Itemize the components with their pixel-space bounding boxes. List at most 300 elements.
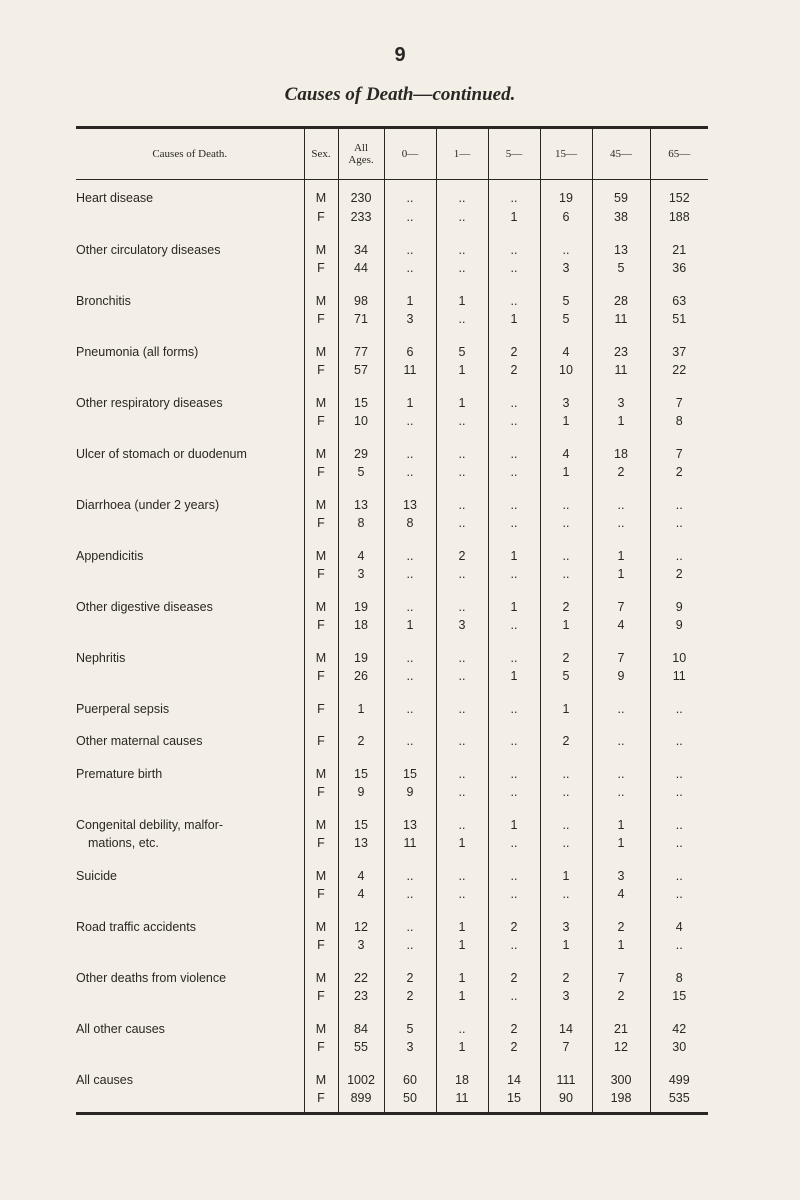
cell-all: 5 bbox=[338, 463, 384, 482]
cell-all: 22 bbox=[338, 969, 384, 988]
table-row bbox=[76, 987, 708, 1006]
cell-a15: .. bbox=[540, 514, 592, 533]
cell-a15: 3 bbox=[540, 394, 592, 413]
cause-label: Other deaths from violence bbox=[76, 970, 227, 985]
cell-a1: .. bbox=[436, 732, 488, 751]
cell-a5: 14 bbox=[488, 1071, 540, 1090]
page-title: Causes of Death—continued. bbox=[284, 84, 516, 105]
cell-all: 71 bbox=[338, 310, 384, 329]
cell-a5: .. bbox=[488, 241, 540, 260]
cell-a65: 8 bbox=[650, 969, 708, 988]
cell-a0: .. bbox=[384, 412, 436, 431]
cell-a0: 3 bbox=[384, 1038, 436, 1057]
cell-sex: F bbox=[304, 732, 338, 751]
cell-a0: 8 bbox=[384, 514, 436, 533]
cell-a45: 59 bbox=[592, 180, 650, 209]
cell-a45: .. bbox=[592, 496, 650, 515]
cell-a15: .. bbox=[540, 765, 592, 784]
cause-label bbox=[76, 259, 304, 278]
cell-all: 84 bbox=[338, 1020, 384, 1039]
table-row bbox=[76, 547, 708, 566]
cell-a15: 1 bbox=[540, 936, 592, 955]
cell-a1: .. bbox=[436, 445, 488, 464]
cell-sex: F bbox=[304, 987, 338, 1006]
cell-all: 19 bbox=[338, 649, 384, 668]
cell-a5: 2 bbox=[488, 1020, 540, 1039]
cell-a0: 1 bbox=[384, 292, 436, 311]
table-row bbox=[76, 667, 708, 686]
table-row bbox=[76, 496, 708, 515]
cell-all: 98 bbox=[338, 292, 384, 311]
table-row bbox=[76, 598, 708, 617]
cell-a65: 535 bbox=[650, 1089, 708, 1113]
table-body bbox=[76, 180, 708, 1114]
cell-a0: 11 bbox=[384, 361, 436, 380]
table-row bbox=[76, 463, 708, 482]
cell-sex: M bbox=[304, 1020, 338, 1039]
cause-label: Premature birth bbox=[76, 766, 163, 781]
cell-a15: .. bbox=[540, 885, 592, 904]
cell-a5: .. bbox=[488, 936, 540, 955]
cell-sex: M bbox=[304, 241, 338, 260]
cell-a0: 11 bbox=[384, 834, 436, 853]
cell-all: 899 bbox=[338, 1089, 384, 1113]
cell-a0: .. bbox=[384, 936, 436, 955]
cell-a65: 22 bbox=[650, 361, 708, 380]
cell-all: 1002 bbox=[338, 1071, 384, 1090]
cell-a1: 1 bbox=[436, 394, 488, 413]
group-spacer bbox=[76, 853, 708, 867]
cell-a5: .. bbox=[488, 834, 540, 853]
cause-label: Ulcer of stomach or duodenum bbox=[76, 446, 247, 461]
table-row bbox=[76, 259, 708, 278]
cell-sex: F bbox=[304, 514, 338, 533]
cell-a45: 2 bbox=[592, 918, 650, 937]
cell-a0: 13 bbox=[384, 496, 436, 515]
cell-a65: 30 bbox=[650, 1038, 708, 1057]
cell-sex: M bbox=[304, 649, 338, 668]
cell-a5: 1 bbox=[488, 547, 540, 566]
cell-sex: F bbox=[304, 834, 338, 853]
group-spacer bbox=[76, 635, 708, 649]
table-row bbox=[76, 310, 708, 329]
cell-a45: .. bbox=[592, 700, 650, 719]
cell-a65: .. bbox=[650, 783, 708, 802]
cell-a45: 21 bbox=[592, 1020, 650, 1039]
cell-a0: .. bbox=[384, 547, 436, 566]
cell-a45: .. bbox=[592, 514, 650, 533]
cell-a1: .. bbox=[436, 514, 488, 533]
header-age-0: 0— bbox=[384, 128, 436, 180]
cell-a15: 5 bbox=[540, 310, 592, 329]
cell-a45: 1 bbox=[592, 936, 650, 955]
cell-sex: M bbox=[304, 969, 338, 988]
cell-all: 23 bbox=[338, 987, 384, 1006]
group-spacer bbox=[76, 718, 708, 732]
cell-a1: .. bbox=[436, 765, 488, 784]
cause-label bbox=[76, 987, 304, 1006]
cell-sex: F bbox=[304, 565, 338, 584]
cell-a1: .. bbox=[436, 1020, 488, 1039]
cell-a15: 19 bbox=[540, 180, 592, 209]
cell-a15: 1 bbox=[540, 463, 592, 482]
cell-a15: 2 bbox=[540, 598, 592, 617]
cell-a5: 1 bbox=[488, 816, 540, 835]
cell-a1: 1 bbox=[436, 1038, 488, 1057]
cell-a15: 7 bbox=[540, 1038, 592, 1057]
cell-a5: 1 bbox=[488, 310, 540, 329]
cause-label: Nephritis bbox=[76, 650, 126, 665]
cell-a5: 2 bbox=[488, 343, 540, 362]
group-spacer bbox=[76, 955, 708, 969]
group-spacer bbox=[76, 686, 708, 700]
cell-a65: .. bbox=[650, 816, 708, 835]
cell-a0: 50 bbox=[384, 1089, 436, 1113]
group-spacer bbox=[76, 1057, 708, 1071]
cell-a5: .. bbox=[488, 292, 540, 311]
cell-a65: 21 bbox=[650, 241, 708, 260]
cell-a15: 2 bbox=[540, 732, 592, 751]
cell-a65: 51 bbox=[650, 310, 708, 329]
cell-a65: 42 bbox=[650, 1020, 708, 1039]
cell-a1: 2 bbox=[436, 547, 488, 566]
cell-sex: M bbox=[304, 867, 338, 886]
group-spacer bbox=[76, 278, 708, 292]
group-spacer bbox=[76, 802, 708, 816]
cell-a0: 13 bbox=[384, 816, 436, 835]
cell-a15: .. bbox=[540, 547, 592, 566]
cell-a5: .. bbox=[488, 565, 540, 584]
header-age-65: 65— bbox=[650, 128, 708, 180]
cell-a5: .. bbox=[488, 412, 540, 431]
cell-a15: .. bbox=[540, 816, 592, 835]
cell-a65: 152 bbox=[650, 180, 708, 209]
cell-a45: .. bbox=[592, 783, 650, 802]
cell-all: 3 bbox=[338, 565, 384, 584]
table-row bbox=[76, 412, 708, 431]
cell-a5: .. bbox=[488, 496, 540, 515]
cell-a0: 5 bbox=[384, 1020, 436, 1039]
cell-a45: 9 bbox=[592, 667, 650, 686]
cell-a65: 8 bbox=[650, 412, 708, 431]
header-sex: Sex. bbox=[304, 128, 338, 180]
cell-sex: F bbox=[304, 783, 338, 802]
cell-a0: 2 bbox=[384, 987, 436, 1006]
cell-a45: 23 bbox=[592, 343, 650, 362]
cell-a15: 111 bbox=[540, 1071, 592, 1090]
cell-a45: 7 bbox=[592, 649, 650, 668]
cell-a0: .. bbox=[384, 732, 436, 751]
cell-sex: F bbox=[304, 936, 338, 955]
cell-a15: .. bbox=[540, 783, 592, 802]
cell-a0: 15 bbox=[384, 765, 436, 784]
group-spacer bbox=[76, 584, 708, 598]
cell-sex: F bbox=[304, 616, 338, 635]
cell-sex: F bbox=[304, 885, 338, 904]
header-age-5: 5— bbox=[488, 128, 540, 180]
cell-a0: .. bbox=[384, 700, 436, 719]
table-row bbox=[76, 783, 708, 802]
cell-a65: 36 bbox=[650, 259, 708, 278]
cell-a45: 2 bbox=[592, 987, 650, 1006]
cell-a65: .. bbox=[650, 732, 708, 751]
table-row bbox=[76, 936, 708, 955]
header-age-15: 15— bbox=[540, 128, 592, 180]
table-header-row bbox=[76, 128, 708, 180]
cell-a65: 7 bbox=[650, 394, 708, 413]
table-row bbox=[76, 208, 708, 227]
cell-a1: .. bbox=[436, 412, 488, 431]
cell-sex: M bbox=[304, 1071, 338, 1090]
group-spacer bbox=[76, 1006, 708, 1020]
cause-label: All other causes bbox=[76, 1021, 165, 1036]
cell-a45: 1 bbox=[592, 565, 650, 584]
cell-all: 233 bbox=[338, 208, 384, 227]
cell-a1: .. bbox=[436, 259, 488, 278]
cell-a0: .. bbox=[384, 241, 436, 260]
table-row bbox=[76, 969, 708, 988]
cell-a65: 9 bbox=[650, 616, 708, 635]
cell-a45: 11 bbox=[592, 361, 650, 380]
header-age-1: 1— bbox=[436, 128, 488, 180]
cell-a5: .. bbox=[488, 463, 540, 482]
group-spacer bbox=[76, 380, 708, 394]
cell-a1: .. bbox=[436, 208, 488, 227]
cell-a45: 12 bbox=[592, 1038, 650, 1057]
cell-all: 29 bbox=[338, 445, 384, 464]
cell-a0: 3 bbox=[384, 310, 436, 329]
cell-a5: .. bbox=[488, 987, 540, 1006]
cell-all: 3 bbox=[338, 936, 384, 955]
cell-a15: 14 bbox=[540, 1020, 592, 1039]
cell-a65: .. bbox=[650, 867, 708, 886]
cell-a5: .. bbox=[488, 783, 540, 802]
cell-a5: .. bbox=[488, 732, 540, 751]
cell-sex: M bbox=[304, 180, 338, 209]
cell-a15: .. bbox=[540, 241, 592, 260]
cell-a1: 1 bbox=[436, 918, 488, 937]
table-row bbox=[76, 834, 708, 853]
cause-label: Bronchitis bbox=[76, 293, 131, 308]
cell-sex: F bbox=[304, 700, 338, 719]
cell-a5: .. bbox=[488, 885, 540, 904]
cell-a15: 4 bbox=[540, 445, 592, 464]
cause-label: Puerperal sepsis bbox=[76, 701, 170, 716]
cause-label bbox=[76, 565, 304, 584]
cause-label bbox=[76, 514, 304, 533]
cell-sex: F bbox=[304, 412, 338, 431]
cell-all: 18 bbox=[338, 616, 384, 635]
cell-a5: 1 bbox=[488, 208, 540, 227]
table-row bbox=[76, 918, 708, 937]
cause-label bbox=[76, 667, 304, 686]
table-row bbox=[76, 816, 708, 835]
cause-label: Appendicitis bbox=[76, 548, 144, 563]
cell-sex: M bbox=[304, 918, 338, 937]
cell-a45: 28 bbox=[592, 292, 650, 311]
cell-a45: .. bbox=[592, 765, 650, 784]
cell-a0: .. bbox=[384, 649, 436, 668]
cell-a1: .. bbox=[436, 180, 488, 209]
cause-label: Other circulatory diseases bbox=[76, 242, 221, 257]
cell-a15: 1 bbox=[540, 616, 592, 635]
cell-sex: F bbox=[304, 667, 338, 686]
cell-sex: F bbox=[304, 259, 338, 278]
cell-a45: 1 bbox=[592, 412, 650, 431]
cell-a5: 1 bbox=[488, 598, 540, 617]
table-row bbox=[76, 1020, 708, 1039]
cell-sex: F bbox=[304, 1038, 338, 1057]
cell-a5: 1 bbox=[488, 667, 540, 686]
group-spacer bbox=[76, 227, 708, 241]
page-number: 9 bbox=[394, 44, 406, 66]
cell-a15: 1 bbox=[540, 867, 592, 886]
cell-a5: 2 bbox=[488, 361, 540, 380]
cause-label: Congenital debility, malfor- bbox=[76, 817, 224, 832]
cell-a5: .. bbox=[488, 867, 540, 886]
cell-a0: 9 bbox=[384, 783, 436, 802]
cell-a65: .. bbox=[650, 547, 708, 566]
cell-a45: 13 bbox=[592, 241, 650, 260]
cell-a45: 7 bbox=[592, 598, 650, 617]
header-all-line2: Ages. bbox=[348, 154, 374, 166]
cell-a0: .. bbox=[384, 918, 436, 937]
cell-a0: 6 bbox=[384, 343, 436, 362]
cause-label bbox=[76, 463, 304, 482]
table-row bbox=[76, 732, 708, 751]
cell-all: 4 bbox=[338, 867, 384, 886]
cell-a45: 1 bbox=[592, 834, 650, 853]
cell-all: 15 bbox=[338, 816, 384, 835]
cell-a1: 1 bbox=[436, 834, 488, 853]
cause-label bbox=[76, 616, 304, 635]
cell-a15: 90 bbox=[540, 1089, 592, 1113]
cell-all: 4 bbox=[338, 547, 384, 566]
cell-a0: .. bbox=[384, 885, 436, 904]
cell-all: 44 bbox=[338, 259, 384, 278]
cause-label: All causes bbox=[76, 1072, 133, 1087]
cell-a45: 5 bbox=[592, 259, 650, 278]
cell-all: 12 bbox=[338, 918, 384, 937]
cause-label: Road traffic accidents bbox=[76, 919, 196, 934]
cell-sex: F bbox=[304, 310, 338, 329]
cell-a1: 1 bbox=[436, 987, 488, 1006]
cause-label: mations, etc. bbox=[88, 836, 159, 851]
table-row bbox=[76, 514, 708, 533]
cell-a15: 4 bbox=[540, 343, 592, 362]
cell-a5: 15 bbox=[488, 1089, 540, 1113]
cell-a0: .. bbox=[384, 463, 436, 482]
cell-a45: 2 bbox=[592, 463, 650, 482]
table-row bbox=[76, 343, 708, 362]
table-row bbox=[76, 361, 708, 380]
group-spacer bbox=[76, 482, 708, 496]
cell-a15: 3 bbox=[540, 259, 592, 278]
cell-a15: 1 bbox=[540, 412, 592, 431]
cell-a1: .. bbox=[436, 885, 488, 904]
cell-all: 57 bbox=[338, 361, 384, 380]
cell-a1: .. bbox=[436, 496, 488, 515]
cell-a65: 15 bbox=[650, 987, 708, 1006]
cell-a5: .. bbox=[488, 700, 540, 719]
cell-a1: 1 bbox=[436, 361, 488, 380]
cell-all: 8 bbox=[338, 514, 384, 533]
header-all-ages bbox=[338, 128, 384, 180]
table-row bbox=[76, 565, 708, 584]
cell-a5: .. bbox=[488, 394, 540, 413]
cell-a65: 499 bbox=[650, 1071, 708, 1090]
cell-all: 77 bbox=[338, 343, 384, 362]
cause-label: Heart disease bbox=[76, 191, 154, 205]
cell-sex: M bbox=[304, 292, 338, 311]
cell-a15: 6 bbox=[540, 208, 592, 227]
table-row bbox=[76, 445, 708, 464]
cell-a5: .. bbox=[488, 765, 540, 784]
cell-a0: .. bbox=[384, 598, 436, 617]
cell-a45: .. bbox=[592, 732, 650, 751]
cell-a15: 10 bbox=[540, 361, 592, 380]
cell-a1: 1 bbox=[436, 936, 488, 955]
cell-all: 34 bbox=[338, 241, 384, 260]
header-age-45: 45— bbox=[592, 128, 650, 180]
cause-label: Other digestive diseases bbox=[76, 599, 213, 614]
cell-a65: .. bbox=[650, 765, 708, 784]
cell-all: 9 bbox=[338, 783, 384, 802]
cause-label bbox=[76, 361, 304, 380]
cell-a15: .. bbox=[540, 834, 592, 853]
cell-all: 19 bbox=[338, 598, 384, 617]
cell-a0: .. bbox=[384, 259, 436, 278]
cell-sex: M bbox=[304, 547, 338, 566]
cell-all: 230 bbox=[338, 180, 384, 209]
cell-a1: .. bbox=[436, 649, 488, 668]
cell-a1: .. bbox=[436, 463, 488, 482]
cell-all: 55 bbox=[338, 1038, 384, 1057]
cell-a65: .. bbox=[650, 936, 708, 955]
table-row bbox=[76, 1089, 708, 1113]
table-row bbox=[76, 292, 708, 311]
cell-a1: .. bbox=[436, 816, 488, 835]
cell-sex: F bbox=[304, 1089, 338, 1113]
cell-sex: M bbox=[304, 598, 338, 617]
cell-sex: F bbox=[304, 208, 338, 227]
cell-a1: .. bbox=[436, 667, 488, 686]
cell-sex: M bbox=[304, 816, 338, 835]
cell-a0: .. bbox=[384, 445, 436, 464]
cell-a0: .. bbox=[384, 667, 436, 686]
cell-a5: .. bbox=[488, 180, 540, 209]
table-row bbox=[76, 1071, 708, 1090]
cell-all: 26 bbox=[338, 667, 384, 686]
cell-all: 1 bbox=[338, 700, 384, 719]
group-spacer bbox=[76, 329, 708, 343]
cell-a0: .. bbox=[384, 180, 436, 209]
cause-label bbox=[76, 1089, 304, 1113]
cell-a15: 5 bbox=[540, 667, 592, 686]
cell-a45: 11 bbox=[592, 310, 650, 329]
table-row bbox=[76, 180, 708, 209]
cell-a1: 1 bbox=[436, 292, 488, 311]
cell-a45: 1 bbox=[592, 816, 650, 835]
cell-sex: M bbox=[304, 765, 338, 784]
cause-label bbox=[76, 936, 304, 955]
cell-a15: .. bbox=[540, 496, 592, 515]
cell-a65: 7 bbox=[650, 445, 708, 464]
cell-a65: 4 bbox=[650, 918, 708, 937]
cell-a0: 1 bbox=[384, 616, 436, 635]
cell-a0: .. bbox=[384, 208, 436, 227]
group-spacer bbox=[76, 904, 708, 918]
